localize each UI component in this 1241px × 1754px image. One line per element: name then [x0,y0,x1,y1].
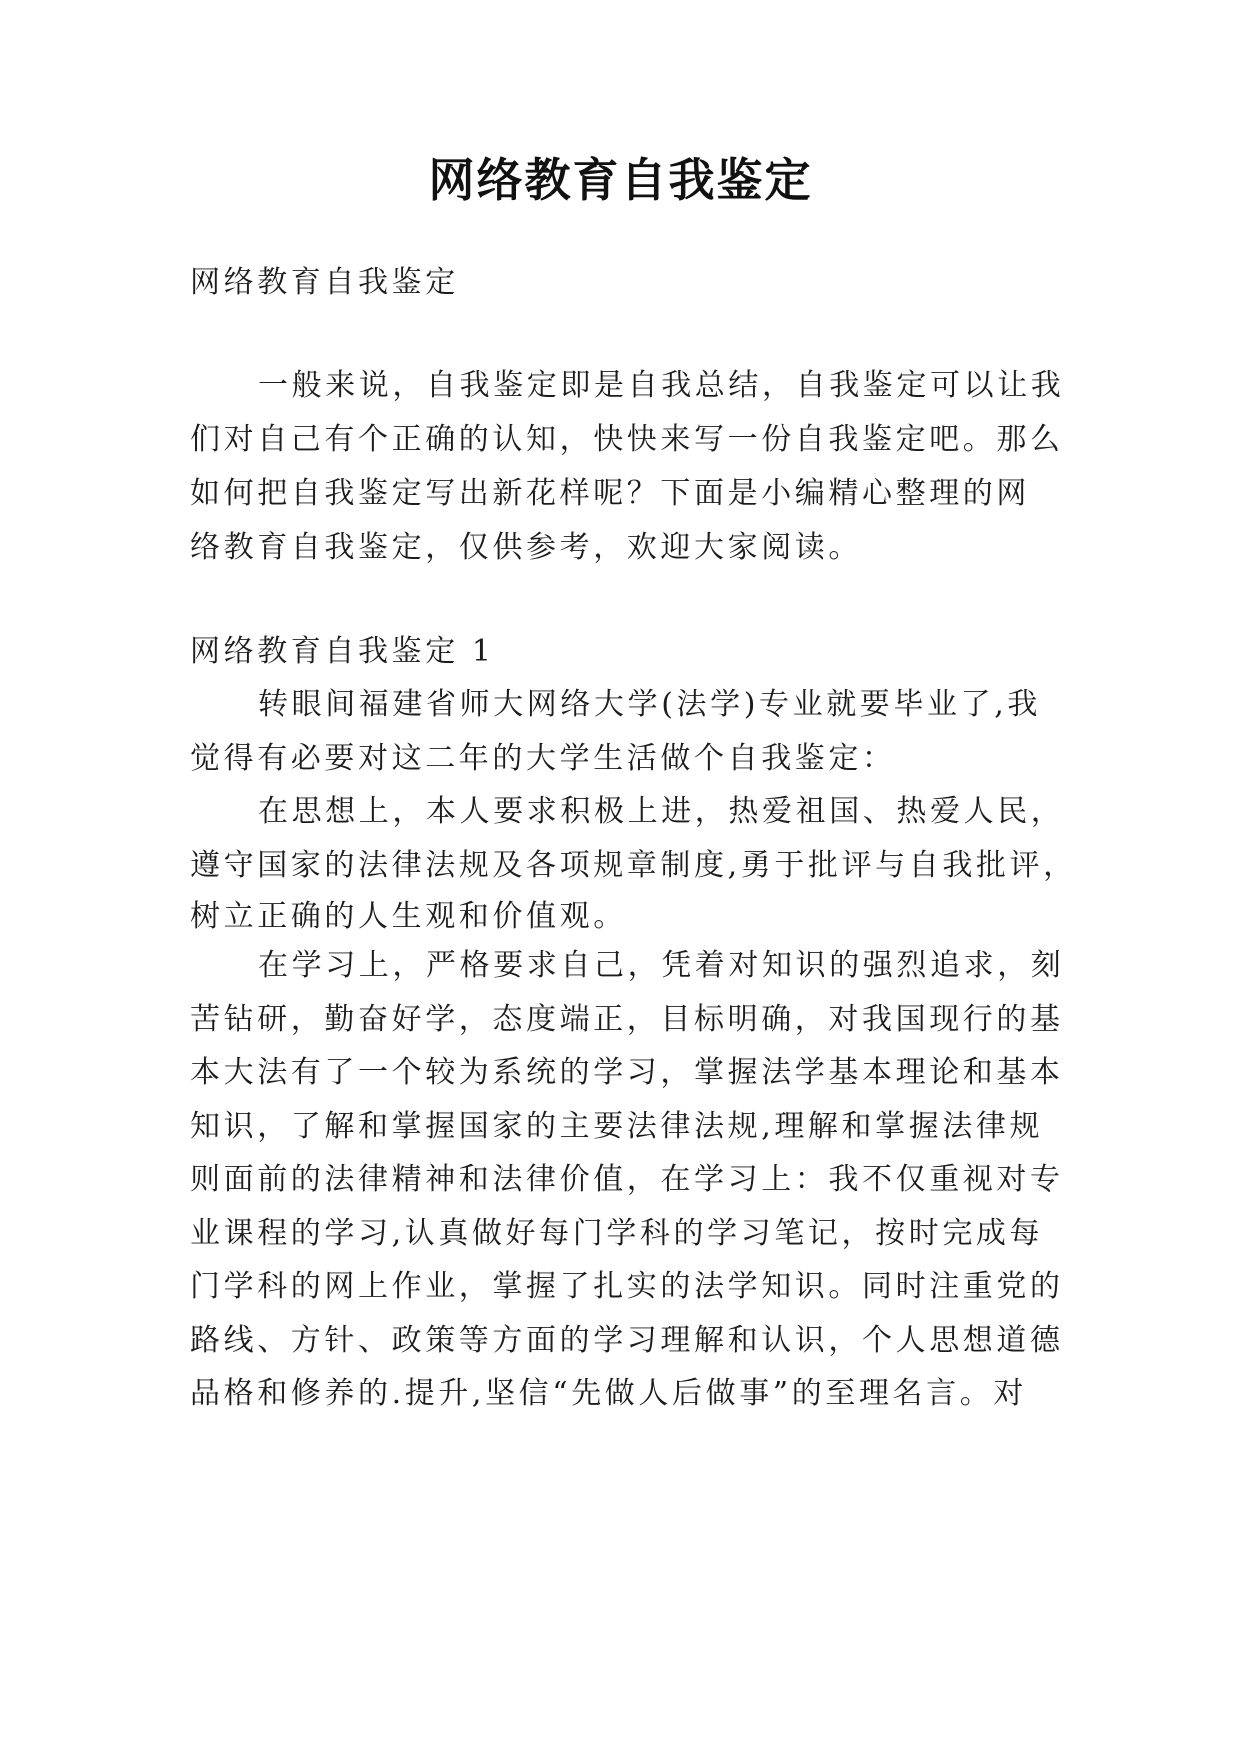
paragraph-line: 业课程的学习,认真做好每门学科的学习笔记，按时完成每 [190,1216,1044,1251]
paragraph-line: 知识，了解和掌握国家的主要法律法规,理解和掌握法律规 [190,1109,1044,1144]
paragraph-line: 转眼间福建省师大网络大学(法学)专业就要毕业了,我 [258,687,1041,722]
intro-line: 络教育自我鉴定，仅供参考，欢迎大家阅读。 [190,530,862,565]
page-title: 网络教育自我鉴定 [428,153,813,207]
paragraph-line: 遵守国家的法律法规及各项规章制度,勇于批评与自我批评， [190,848,1077,883]
paragraph-line: 树立正确的人生观和价值观。 [190,899,627,934]
document-subtitle: 网络教育自我鉴定 [190,265,459,300]
paragraph-line: 门学科的网上作业，掌握了扎实的法学知识。同时注重党的 [190,1269,1064,1304]
paragraph-line: 路线、方针、政策等方面的学习理解和认识，个人思想道德 [190,1323,1064,1358]
paragraph-line: 品格和修养的.提升,坚信“先做人后做事”的至理名言。对 [190,1376,1027,1411]
intro-line: 一般来说，自我鉴定即是自我总结，自我鉴定可以让我 [258,368,1065,403]
intro-line: 们对自己有个正确的认知，快快来写一份自我鉴定吧。那么 [190,422,1064,457]
paragraph-line: 觉得有必要对这二年的大学生活做个自我鉴定： [190,741,896,776]
paragraph-line: 本大法有了一个较为系统的学习，掌握法学基本理论和基本 [190,1055,1064,1090]
intro-line: 如何把自我鉴定写出新花样呢？下面是小编精心整理的网 [190,476,1030,511]
paragraph-line: 在思想上，本人要求积极上进，热爱祖国、热爱人民， [258,794,1065,829]
paragraph-line: 则面前的法律精神和法律价值，在学习上：我不仅重视对专 [190,1162,1064,1197]
paragraph-line: 苦钻研，勤奋好学，态度端正，目标明确，对我国现行的基 [190,1002,1064,1037]
section-heading: 网络教育自我鉴定 1 [190,634,495,669]
paragraph-line: 在学习上，严格要求自己，凭着对知识的强烈追求，刻 [258,948,1065,983]
